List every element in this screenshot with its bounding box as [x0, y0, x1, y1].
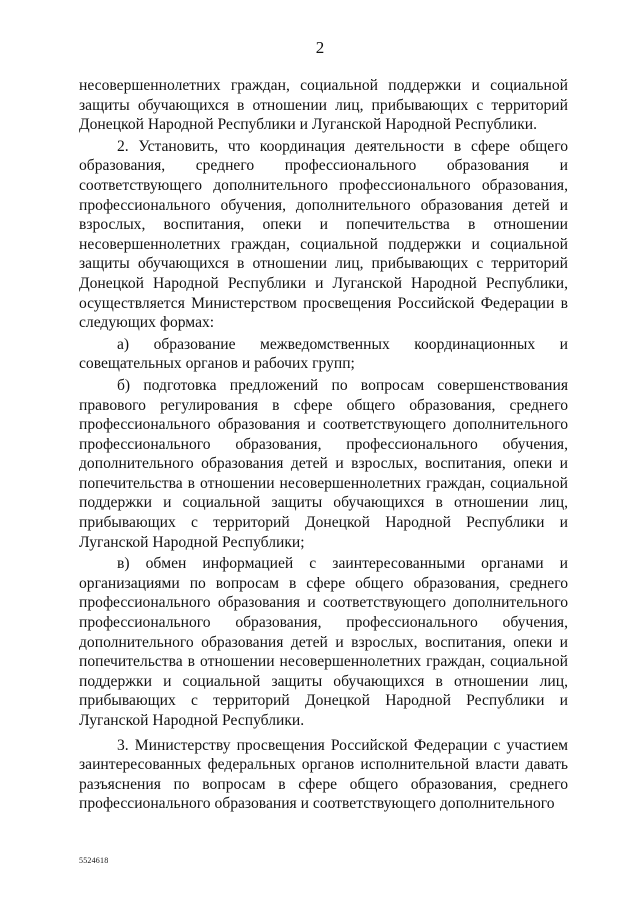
- paragraph-item-2a: а) образование межведомственных координационных и совещательных органов и рабочих групп;: [79, 335, 568, 373]
- paragraph-item-3: 3. Министерству просвещения Российской Федерации с участием заинтересованных федеральных органов исполнительной власти давать разъяснения по вопросам в сфере общего образования, среднего профессионального образования и соответствующего дополнительного: [79, 736, 568, 813]
- document-body: [79, 76, 568, 814]
- page-number: 2: [315, 38, 325, 57]
- paragraph-continuation: несовершеннолетних граждан, социальной поддержки и социальной защиты обучающихся в отношении лиц, прибывающих с территорий Донецкой Народной Республики и Луганской Народной Республики.: [79, 77, 568, 134]
- paragraph-item-2c: в) обмен информацией с заинтересованными органами и организациями по вопросам в сфере общего образования, среднего профессионального образования и соответствующего дополнительного профессионального образования, профессионального обучения, дополнительного образования детей и взрослых, воспитания, опеки и попечительства в отношении несовершеннолетних граждан, социальной поддержки и социальной защиты обучающихся в отношении лиц, прибывающих с территорий Донецкой Народной Республики и Луганской Народной Республики.: [79, 555, 568, 729]
- paragraph-item-2: 2. Установить, что координация деятельности в сфере общего образования, среднего профессионального образования и соответствующего дополнительного профессионального образования, профессионального обучения, дополнительного образования детей и взрослых, воспитания, опеки и попечительства в отношении несовершеннолетних граждан, социальной поддержки и социальной защиты обучающихся в отношении лиц, прибывающих с территорий Донецкой Народной Республики и Луганской Народной Республики, осуществляется Министерством просвещения Российской Федерации в следующих формах:: [79, 137, 568, 332]
- document-code: 5524618: [79, 856, 109, 865]
- paragraph-item-2b: б) подготовка предложений по вопросам совершенствования правового регулирования в сфере общего образования, среднего профессионального образования и соответствующего дополнительного профессионального образования, профессионального обучения, дополнительного образования детей и взрослых, воспитания, опеки и попечительства в отношении несовершеннолетних граждан, социальной поддержки и социальной защиты обучающихся в отношении лиц, прибывающих с территорий Донецкой Народной Республики и Луганской Народной Республики;: [79, 376, 568, 551]
